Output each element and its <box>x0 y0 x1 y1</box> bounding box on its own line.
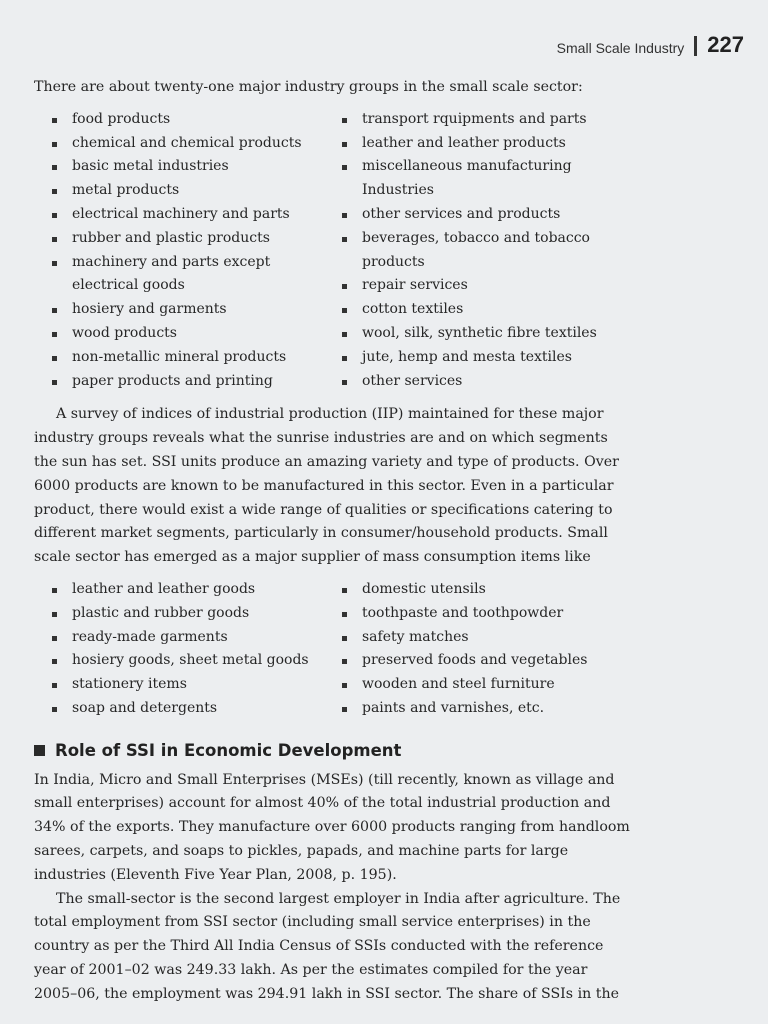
list-item: jute, hemp and mesta textiles <box>338 346 628 370</box>
list-item: non-metallic mineral products <box>48 346 338 370</box>
list-item: cotton textiles <box>338 298 628 322</box>
industry-groups-left <box>48 108 338 394</box>
list-item: basic metal industries <box>48 155 338 179</box>
page-number: 227 <box>707 32 744 57</box>
list-item: repair services <box>338 274 628 298</box>
list-item: paper products and printing <box>48 370 338 394</box>
list-item: beverages, tobacco and tobacco products <box>338 227 628 275</box>
list-item: miscellaneous manufacturing Industries <box>338 155 628 203</box>
list-item: other services and products <box>338 203 628 227</box>
list-item: plastic and rubber goods <box>48 602 338 626</box>
list-item: stationery items <box>48 673 338 697</box>
mass-items-left <box>48 578 338 721</box>
list-item: hosiery goods, sheet metal goods <box>48 649 338 673</box>
list-item: ready-made garments <box>48 626 338 650</box>
list-item: transport rquipments and parts <box>338 108 628 132</box>
mass-items-right <box>338 578 628 721</box>
header-divider <box>694 36 697 56</box>
list-item: toothpaste and toothpowder <box>338 602 628 626</box>
list-item: preserved foods and vegetables <box>338 649 628 673</box>
list-item: metal products <box>48 179 338 203</box>
list-item: leather and leather products <box>338 132 628 156</box>
role-paragraph-1: In India, Micro and Small Enterprises (MSEs) (till recently, known as village and small enterprises) account for almost 40% of the total industrial production and 34% of the exports. They manufacture over 6000 products ranging from handloom sarees, carpets, and soaps to pickles, papads, and machine parts for large industries (Eleventh Five Year Plan, 2008, p. 195). <box>34 771 630 883</box>
list-item: wool, silk, synthetic fibre textiles <box>338 322 628 346</box>
running-header <box>557 34 744 56</box>
list-item: leather and leather goods <box>48 578 338 602</box>
list-item: domestic utensils <box>338 578 628 602</box>
list-item: wood products <box>48 322 338 346</box>
section-title: Small Scale Industry <box>556 40 685 56</box>
page-body <box>34 76 632 1006</box>
list-item: other services <box>338 370 628 394</box>
section-heading <box>34 739 632 763</box>
section-heading-text: Role of SSI in Economic Development <box>55 740 402 760</box>
intro-paragraph: There are about twenty-one major industry groups in the small scale sector: <box>34 79 583 95</box>
list-item: electrical machinery and parts <box>48 203 338 227</box>
list-item: chemical and chemical products <box>48 132 338 156</box>
industry-groups-list <box>48 108 632 394</box>
industry-groups-right <box>338 108 628 394</box>
list-item: safety matches <box>338 626 628 650</box>
role-paragraph-2: The small-sector is the second largest employer in India after agriculture. The total employment from SSI sector (including small service enterprises) in the country as per the Third All India Census of SSIs conducted with the reference year of 2001–02 was 249.33 lakh. As per the estimates compiled for the year 2005–06, the employment was 294.91 lakh in SSI sector. The share of SSIs in the <box>34 890 621 1002</box>
list-item: rubber and plastic products <box>48 227 338 251</box>
list-item: food products <box>48 108 338 132</box>
list-item: machinery and parts except electrical goods <box>48 251 338 299</box>
list-item: hosiery and garments <box>48 298 338 322</box>
mass-consumption-list <box>48 578 632 721</box>
list-item: soap and detergents <box>48 697 338 721</box>
square-bullet-icon <box>34 745 45 756</box>
list-item: paints and varnishes, etc. <box>338 697 628 721</box>
list-item: wooden and steel furniture <box>338 673 628 697</box>
survey-paragraph: A survey of indices of industrial production (IIP) maintained for these major industry groups reveals what the sunrise industries are and on which segments the sun has set. SSI units produce an amazing variety and type of products. Over 6000 products are known to be manufactured in this sector. Even in a particular product, there would exist a wide range of qualities or specifications catering to different market segments, particularly in consumer/household products. Small scale sector has emerged as a major supplier of mass consumption items like <box>34 406 619 566</box>
